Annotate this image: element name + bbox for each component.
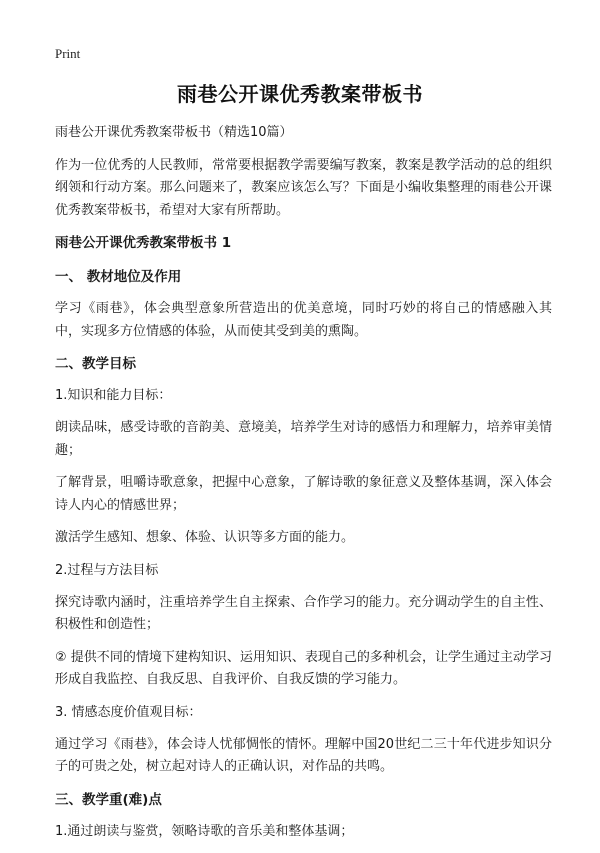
part3-heading: 三、教学重(难)点 xyxy=(55,791,162,808)
goal1-paragraph-1: 朗读品味，感受诗歌的音韵美、意境美，培养学生对诗的感悟力和理解力，培养审美情趣； xyxy=(55,420,552,458)
goal2-paragraph-2: ② 提供不同的情境下建构知识、运用知识、表现自己的多种机会，让学生通过主动学习形成自我监控、自我反思、自我评价、自我反馈的学习能力。 xyxy=(55,649,552,687)
page-title: 雨巷公开课优秀教案带板书 xyxy=(177,82,423,106)
part1-heading: 一、 教材地位及作用 xyxy=(55,269,182,285)
goal1-paragraph-3: 激活学生感知、想象、体验、认识等多方面的能力。 xyxy=(55,530,355,545)
goal1-label: 1.知识和能力目标： xyxy=(55,388,172,403)
subtitle: 雨巷公开课优秀教案带板书（精选10篇） xyxy=(55,125,293,140)
part2-heading: 二、教学目标 xyxy=(55,356,136,372)
intro-paragraph: 作为一位优秀的人民教师，常常要根据教学需要编写教案，教案是教学活动的总的组织纲领和行动方案。那么问题来了，教案应该怎么写？下面是小编收集整理的雨巷公开课优秀教案带板书，希望对大家有所帮助。 xyxy=(55,157,552,218)
goal2-paragraph-1: 探究诗歌内涵时，注重培养学生自主探索、合作学习的能力。充分调动学生的自主性、积极性和创造性； xyxy=(55,594,552,632)
section-title: 雨巷公开课优秀教案带板书 1 xyxy=(55,235,232,251)
goal3-paragraph-1: 通过学习《雨巷》，体会诗人忧郁惆怅的情怀。理解中国20世纪二三十年代进步知识分子的可贵之处，树立起对诗人的正确认识，对作品的共鸣。 xyxy=(55,736,552,774)
key-point-1: 1.通过朗读与鉴赏，领略诗歌的音乐美和整体基调； xyxy=(55,823,354,839)
part1-paragraph: 学习《雨巷》，体会典型意象所营造出的优美意境，同时巧妙的将自己的情感融入其中，实现多方位情感的体验，从而使其受到美的熏陶。 xyxy=(55,301,552,339)
document-content xyxy=(55,122,552,853)
goal3-label: 3. 情感态度价值观目标： xyxy=(55,704,202,720)
print-link[interactable]: Print xyxy=(55,46,81,61)
goal2-label: 2.过程与方法目标 xyxy=(55,562,159,578)
goal1-paragraph-2: 了解背景，咀嚼诗歌意象，把握中心意象，了解诗歌的象征意义及整体基调，深入体会诗人内心的情感世界； xyxy=(55,475,552,513)
